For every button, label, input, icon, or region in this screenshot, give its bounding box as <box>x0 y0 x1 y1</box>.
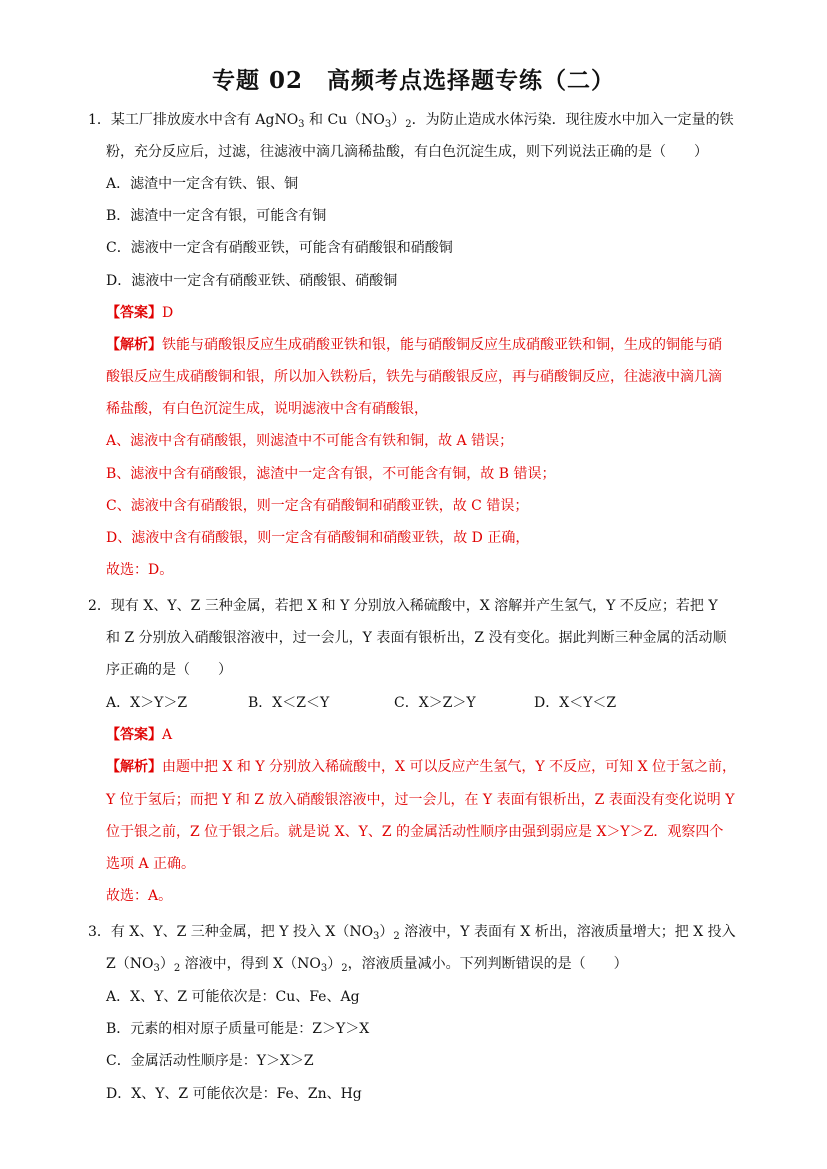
q1-number: 1． <box>88 112 111 128</box>
q3-number: 3． <box>88 924 111 940</box>
q1-analysis-line-3: 稀盐酸，有白色沉淀生成，说明滤液中含有硝酸银， <box>106 401 428 417</box>
analysis-tag: 【解析】 <box>106 759 162 775</box>
q2-option-a: A．X＞Y＞Z <box>106 695 188 711</box>
q2-stem-line-2: 和 Z 分别放入硝酸银溶液中，过一会儿，Y 表面有银析出，Z 没有变化。据此判断三种金属的活动顺 <box>106 630 727 646</box>
q2-number: 2． <box>88 598 111 614</box>
q1-stem-line-2: 粉，充分反应后，过滤，往滤液中滴几滴稀盐酸，有白色沉淀生成，则下列说法正确的是（ ） <box>106 144 708 160</box>
q3-option-d: D．X、Y、Z 可能依次是：Fe、Zn、Hg <box>106 1086 362 1102</box>
q3-stem-line-1: 3．有 X、Y、Z 三种金属，把 Y 投入 $X(NO_3)_2$ 溶液中，Y 表面有 X 析出，溶液质量增大；把 X 投入 <box>88 924 736 942</box>
q2-analysis-line-4: 选项 A 正确。 <box>106 856 196 872</box>
q1-answer: 【答案】D <box>106 305 174 321</box>
q2-analysis-line-2: Y 位于氢后；而把 Y 和 Z 放入硝酸银溶液中，过一会儿，在 Y 表面有银析出，Z 表面没有变化说明 Y <box>106 792 735 808</box>
answer-tag: 【答案】 <box>106 727 162 743</box>
q2-option-c: C．X＞Z＞Y <box>394 695 476 711</box>
q1-stem-line-1: 1．某工厂排放废水中含有 AgNO$_3$ 和 $Cu(NO_3)_2$．为防止造成水体污染．现往废水中加入一定量的铁 <box>88 112 734 130</box>
q1-analysis-line-7: D、滤液中含有硝酸银，则一定含有硝酸铜和硝酸亚铁，故 D 正确， <box>106 530 530 546</box>
q1-analysis-line-1: 【解析】铁能与硝酸银反应生成硝酸亚铁和银，能与硝酸铜反应生成硝酸亚铁和铜，生成的铜能与硝 <box>106 337 722 353</box>
q2-stem-line-1: 2．现有 X、Y、Z 三种金属，若把 X 和 Y 分别放入稀硫酸中，X 溶解并产生氢气，Y 不反应；若把 Y <box>88 598 718 614</box>
q2-option-b: B．X＜Z＜Y <box>248 695 330 711</box>
q3-stem-line-2: $Z(NO_3)_2$ 溶液中，得到 $X(NO_3)_2$，溶液质量减小。下列判断错误的是（ ） <box>106 956 628 974</box>
q1-option-a: A．滤渣中一定含有铁、银、铜 <box>106 176 299 192</box>
q2-analysis-line-1: 【解析】由题中把 X 和 Y 分别放入稀硫酸中，X 可以反应产生氢气，Y 不反应，可知 X 位于氢之前， <box>106 759 736 775</box>
q2-stem-line-3: 序正确的是（ ） <box>106 662 232 678</box>
q2-options-row <box>106 693 616 713</box>
q1-option-c: C．滤液中一定含有硝酸亚铁，可能含有硝酸银和硝酸铜 <box>106 240 453 256</box>
q2-analysis-line-3: 位于银之前，Z 位于银之后。就是说 X、Y、Z 的金属活动性顺序由强到弱应是 X＞Y＞Z．观察四个 <box>106 824 724 840</box>
q1-analysis-line-5: B、滤液中含有硝酸银，滤渣中一定含有银，不可能含有铜，故 B 错误； <box>106 466 556 482</box>
answer-tag: 【答案】 <box>106 305 162 321</box>
q1-conclusion: 故选：D。 <box>106 562 174 578</box>
page-title: 专题 02 高频考点选择题专练（二） <box>211 67 615 94</box>
q1-analysis-line-2: 酸银反应生成硝酸铜和银，所以加入铁粉后，铁先与硝酸银反应，再与硝酸铜反应，往滤液中滴几滴 <box>106 369 722 385</box>
q1-analysis-line-6: C、滤液中含有硝酸银，则一定含有硝酸铜和硝酸亚铁，故 C 错误； <box>106 498 529 514</box>
q1-option-d: D．滤液中一定含有硝酸亚铁、硝酸银、硝酸铜 <box>106 273 398 289</box>
q3-option-b: B．元素的相对原子质量可能是：Z＞Y＞X <box>106 1021 370 1037</box>
analysis-tag: 【解析】 <box>106 337 162 353</box>
q1-option-b: B．滤渣中一定含有银，可能含有铜 <box>106 208 327 224</box>
q2-option-d: D．X＜Y＜Z <box>534 695 617 711</box>
q2-conclusion: 故选：A。 <box>106 888 173 904</box>
q3-option-a: A．X、Y、Z 可能依次是：Cu、Fe、Ag <box>106 989 360 1005</box>
q2-answer: 【答案】A <box>106 727 173 743</box>
q1-analysis-line-4: A、滤液中含有硝酸银，则滤渣中不可能含有铁和铜，故 A 错误； <box>106 433 514 449</box>
q3-option-c: C．金属活动性顺序是：Y＞X＞Z <box>106 1053 314 1069</box>
